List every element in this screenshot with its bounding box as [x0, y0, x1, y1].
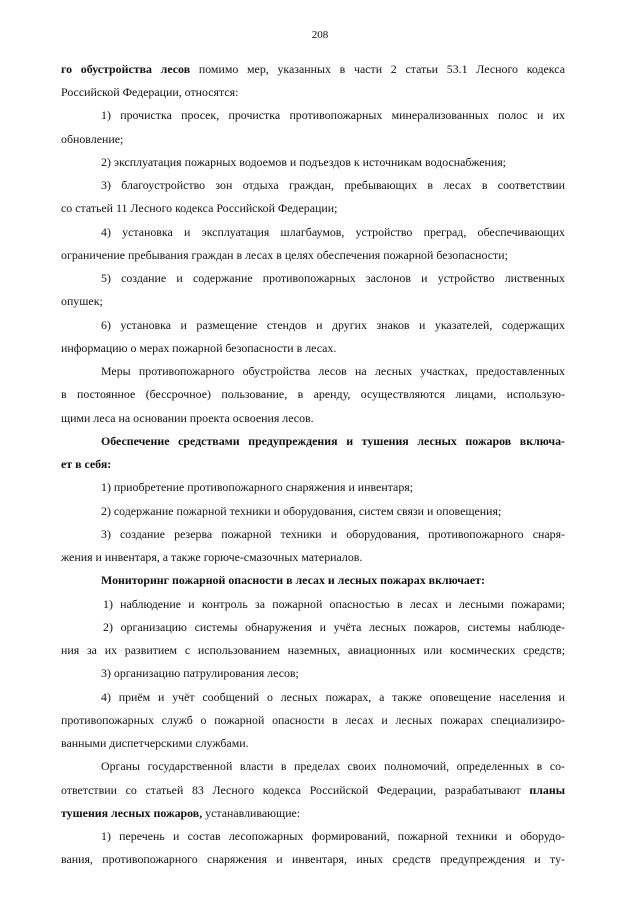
text-line: информацию о мерах пожарной безопасности в лесах. — [61, 341, 337, 355]
text-line: ванными диспетчерскими службами. — [61, 736, 249, 750]
text-line: 5) создание и содержание противопожарных заслонов и устройство лиственных — [101, 271, 565, 285]
text-line: 1) наблюдение и контроль за пожарной опасностью в лесах и лесными пожарами; — [103, 597, 565, 611]
text-line: Российской Федерации, относятся: — [61, 85, 239, 99]
text-line: ния за их развитием с использованием наземных, авиационных или космических средств; — [61, 643, 565, 657]
text-line: вания, противопожарного снаряжения и инвентаря, иных средств предупреждения и ту- — [61, 852, 565, 866]
text-line: тушения лесных пожаров, устанавливающие: — [61, 806, 301, 820]
text-line: опушек; — [61, 294, 103, 308]
section-heading: Обеспечение средствами предупреждения и тушения лесных пожаров включа- — [101, 434, 565, 448]
text-line: 2) содержание пожарной техники и оборудования, систем связи и оповещения; — [101, 504, 502, 518]
text-line: 2) организацию системы обнаружения и учёта лесных пожаров, системы наблюде- — [103, 620, 565, 634]
text-line: 1) приобретение противопожарного снаряжения и инвентаря; — [101, 480, 414, 494]
text-line: 1) прочистка просек, прочистка противопожарных минерализованных полос и их — [101, 108, 565, 122]
text-line: жения и инвентаря, а также горюче-смазочных материалов. — [61, 550, 363, 564]
text-line: ответствии со статьей 83 Лесного кодекса Российской Федерации, разрабатывают планы — [61, 783, 565, 797]
section-heading: ет в себя: — [61, 457, 112, 471]
text-line: 3) создание резерва пожарной техники и оборудования, противопожарного снаря- — [101, 527, 565, 541]
text-line: 3) организацию патрулирования лесов; — [101, 666, 299, 680]
text-line: ограничение пребывания граждан в лесах в целях обеспечения пожарной безопасности; — [61, 248, 508, 262]
text-line: обновление; — [61, 132, 124, 146]
text-line: 4) установка и эксплуатация шлагбаумов, устройство преград, обеспечивающих — [101, 225, 565, 239]
text-line: щими леса на основании проекта освоения лесов. — [61, 411, 314, 425]
page-number: 208 — [311, 29, 329, 41]
section-heading: Мониторинг пожарной опасности в лесах и лесных пожарах включает: — [101, 573, 485, 587]
text-line: 6) установка и размещение стендов и других знаков и указателей, содержащих — [101, 318, 565, 332]
text-line: противопожарных служб о пожарной опасности в лесах и лесных пожарах специализиро- — [61, 713, 565, 727]
text-line: Органы государственной власти в пределах своих полномочий, определенных в со- — [101, 759, 565, 773]
text-line: 1) перечень и состав лесопожарных формирований, пожарной техники и оборудо- — [101, 829, 565, 843]
text-line: в постоянное (бессрочное) пользование, в аренду, осуществляются лицами, использую- — [61, 387, 565, 401]
text-line: со статьей 11 Лесного кодекса Российской Федерации; — [61, 201, 338, 215]
text-line: 4) приём и учёт сообщений о лесных пожарах, а также оповещение населения и — [101, 690, 565, 704]
text-line: 2) эксплуатация пожарных водоемов и подъездов к источникам водоснабжения; — [101, 155, 506, 169]
text-line: го обустройства лесов помимо мер, указанных в части 2 статьи 53.1 Лесного кодекса — [61, 62, 565, 76]
text-line: Меры противопожарного обустройства лесов на лесных участках, предоставленных — [101, 364, 565, 378]
text-line: 3) благоустройство зон отдыха граждан, пребывающих в лесах в соответствии — [101, 178, 565, 192]
